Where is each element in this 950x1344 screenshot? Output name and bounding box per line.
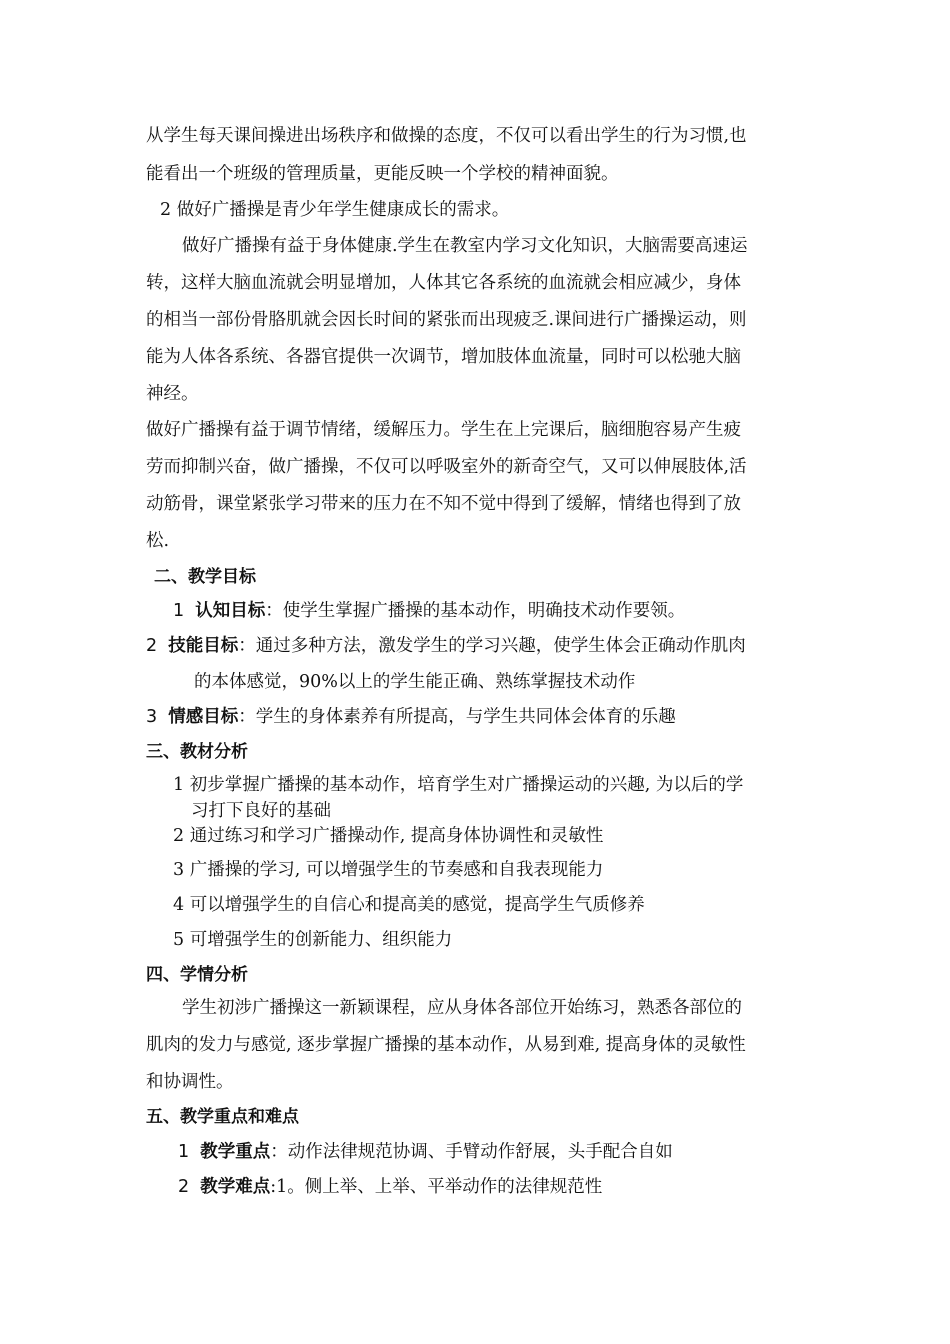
learner-analysis-line-3: 和协调性。	[146, 1072, 234, 1092]
learner-analysis-line-1: 学生初涉广播操这一新颖课程，应从身体各部位开始练习，熟悉各部位的	[182, 998, 742, 1018]
material-item-5: 5 可增强学生的创新能力、组织能力	[173, 930, 453, 950]
health-paragraph-line-1: 做好广播操有益于身体健康.学生在教室内学习文化知识，大脑需要高速运	[182, 236, 748, 256]
section-heading-material-analysis: 三、教材分析	[146, 742, 248, 762]
goal-label: 情感目标	[168, 707, 239, 727]
emotion-paragraph-line-1: 做好广播操有益于调节情绪，缓解压力。学生在上完课后，脑细胞容易产生疲	[146, 420, 741, 440]
key-point-item	[178, 1141, 673, 1163]
goal-text: ：通过多种方法，激发学生的学习兴趣，使学生体会正确动作肌肉	[238, 636, 746, 656]
intro-line-1: 从学生每天课间操进出场秩序和做操的态度，不仅可以看出学生的行为习惯,也	[146, 126, 747, 146]
material-item-4: 4 可以增强学生的自信心和提高美的感觉，提高学生气质修养	[173, 895, 645, 915]
difficult-point-label: 教学难点	[200, 1177, 271, 1197]
section-heading-learner-analysis: 四、学情分析	[146, 965, 248, 985]
goal-label: 技能目标	[168, 636, 239, 656]
emotion-paragraph-line-4: 松.	[146, 531, 170, 551]
goal-item-cognitive	[173, 600, 685, 622]
emotion-paragraph-line-3: 动筋骨，课堂紧张学习带来的压力在不知不觉中得到了缓解，情绪也得到了放	[146, 494, 741, 514]
goal-number: 3	[146, 707, 158, 727]
material-item-1: 1 初步掌握广播操的基本动作，培育学生对广播操运动的兴趣, 为以后的学	[173, 775, 744, 795]
difficult-point-number: 2	[178, 1177, 190, 1197]
point-2-heading: 2 做好广播操是青少年学生健康成长的需求。	[160, 200, 510, 220]
goal-number: 2	[146, 636, 158, 656]
key-point-label: 教学重点	[200, 1142, 271, 1162]
health-paragraph-line-4: 能为人体各系统、各器官提供一次调节，增加肢体血流量，同时可以松驰大脑	[146, 347, 741, 367]
health-paragraph-line-2: 转，这样大脑血流就会明显增加，人体其它各系统的血流就会相应减少，身体	[146, 273, 741, 293]
health-paragraph-line-3: 的相当一部份骨胳肌就会因长时间的紧张而出现疲乏.课间进行广播操运动，则	[146, 310, 747, 330]
goal-label: 认知目标	[195, 601, 266, 621]
goal-item-skill	[146, 635, 746, 657]
key-point-number: 1	[178, 1142, 190, 1162]
difficult-point-item	[178, 1176, 602, 1198]
goal-item-affective	[146, 706, 676, 728]
goal-text: ：学生的身体素养有所提高，与学生共同体会体育的乐趣	[238, 707, 676, 727]
section-heading-teaching-goals: 二、教学目标	[154, 567, 256, 587]
material-item-1-continued: 习打下良好的基础	[191, 801, 331, 821]
goal-number: 1	[173, 601, 185, 621]
goal-text: ：使学生掌握广播操的基本动作，明确技术动作要领。	[265, 601, 686, 621]
emotion-paragraph-line-2: 劳而抑制兴奋，做广播操，不仅可以呼吸室外的新奇空气，又可以伸展肢体,活	[146, 457, 747, 477]
health-paragraph-line-5: 神经。	[146, 384, 199, 404]
key-point-text: ：动作法律规范协调、手臂动作舒展，头手配合自如	[270, 1142, 673, 1162]
difficult-point-text: :1。侧上举、上举、平举动作的法律规范性	[270, 1177, 603, 1197]
learner-analysis-line-2: 肌肉的发力与感觉, 逐步掌握广播操的基本动作，从易到难, 提高身体的灵敏性	[146, 1035, 746, 1055]
material-item-3: 3 广播操的学习, 可以增强学生的节奏感和自我表现能力	[173, 860, 604, 880]
section-heading-key-points: 五、教学重点和难点	[146, 1107, 299, 1127]
goal-item-skill-continued: 的本体感觉，90%以上的学生能正确、熟练掌握技术动作	[194, 672, 636, 692]
material-item-2: 2 通过练习和学习广播操动作, 提高身体协调性和灵敏性	[173, 826, 604, 846]
intro-line-2: 能看出一个班级的管理质量，更能反映一个学校的精神面貌。	[146, 164, 619, 184]
